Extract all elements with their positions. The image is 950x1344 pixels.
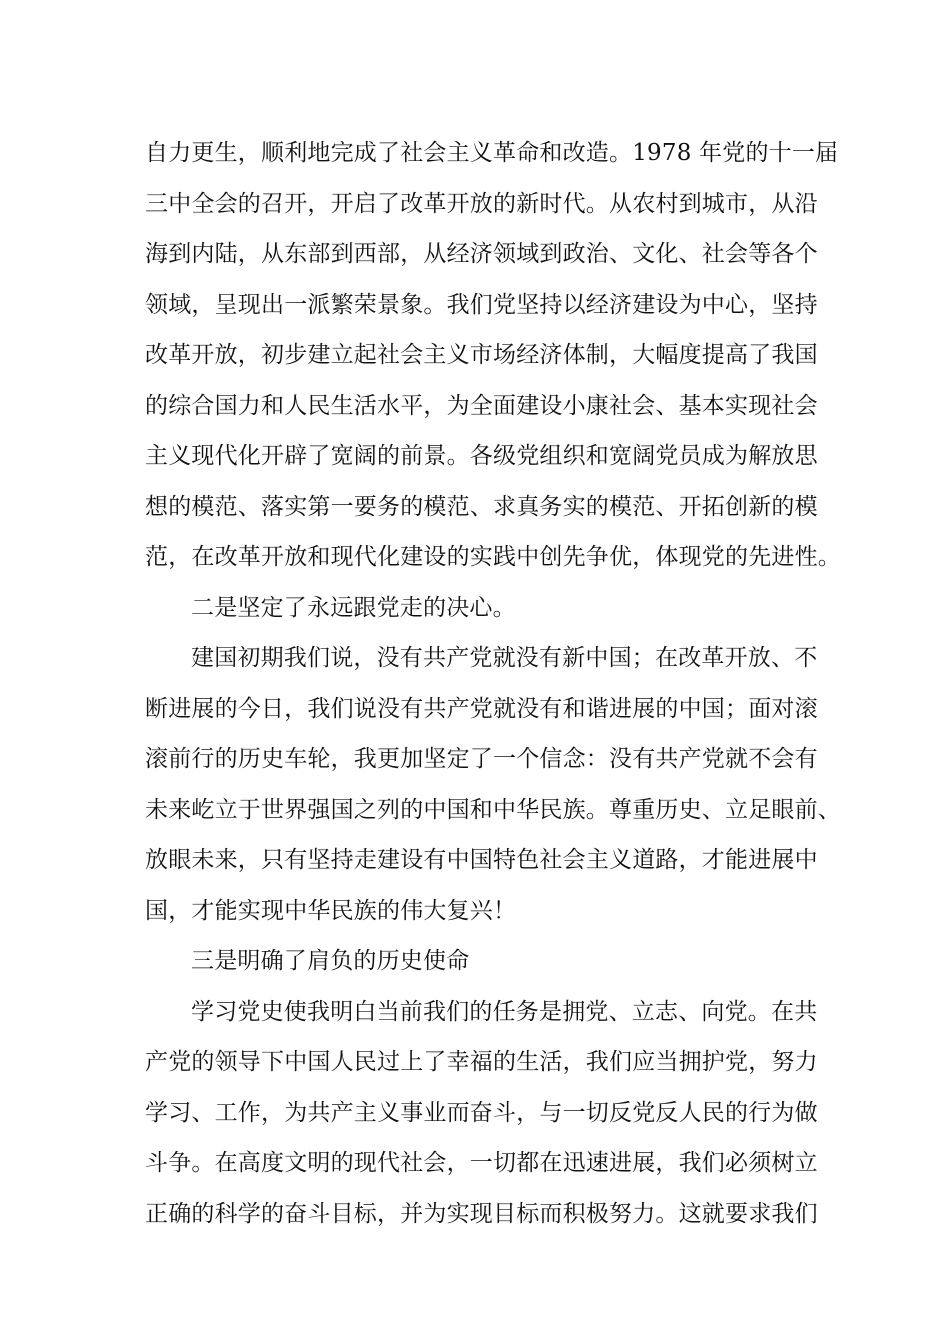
text-line: 主义现代化开辟了宽阔的前景。各级党组织和宽阔党员成为解放思 [145,443,818,469]
text-line: 放眼未来，只有坚持走建设有中国特色社会主义道路，才能进展中 [145,847,818,873]
text-line: 产党的领导下中国人民过上了幸福的生活，我们应当拥护党，努力 [145,1049,818,1075]
text-line: 正确的科学的奋斗目标，并为实现目标而积极努力。这就要求我们 [145,1200,818,1227]
section-heading: 三是明确了肩负的历史使命 [191,948,470,974]
text-line: 海到内陆，从东部到西部，从经济领域到政治、文化、社会等各个 [145,241,818,267]
text-line: 断进展的今日，我们说没有共产党就没有和谐进展的中国；面对滚 [145,695,818,722]
section-heading: 二是坚定了永远跟党走的决心。 [191,594,516,621]
text-line: 斗争。在高度文明的现代社会，一切都在迅速进展，我们必须树立 [145,1150,818,1176]
text-line: 滚前行的历史车轮，我更加坚定了一个信念：没有共产党就不会有 [145,746,818,772]
text-line: 自力更生，顺利地完成了社会主义革命和改造。1978 年党的十一届 [145,140,839,166]
text-line: 改革开放，初步建立起社会主义市场经济体制，大幅度提高了我国 [145,342,818,368]
text-line: 想的模范、落实第一要务的模范、求真务实的模范、开拓创新的模 [145,493,818,520]
text-line: 学习、工作，为共产主义事业而奋斗，与一切反党反人民的行为做 [145,1099,818,1126]
text-line: 国，才能实现中华民族的伟大复兴！ [145,897,517,924]
text-line: 建国初期我们说，没有共产党就没有新中国；在改革开放、不 [191,645,818,671]
text-line: 的综合国力和人民生活水平，为全面建设小康社会、基本实现社会 [145,392,818,419]
text-line: 三中全会的召开，开启了改革开放的新时代。从农村到城市，从沿 [145,190,818,217]
text-line: 领域，呈现出一派繁荣景象。我们党坚持以经济建设为中心，坚持 [145,291,818,318]
text-line: 学习党史使我明白当前我们的任务是拥党、立志、向党。在共 [191,998,818,1025]
body-text [145,128,841,1239]
text-line: 范，在改革开放和现代化建设的实践中创先争优，体现党的先进性。 [145,544,841,570]
text-line: 未来屹立于世界强国之列的中国和中华民族。尊重历史、立足眼前、 [145,796,841,823]
